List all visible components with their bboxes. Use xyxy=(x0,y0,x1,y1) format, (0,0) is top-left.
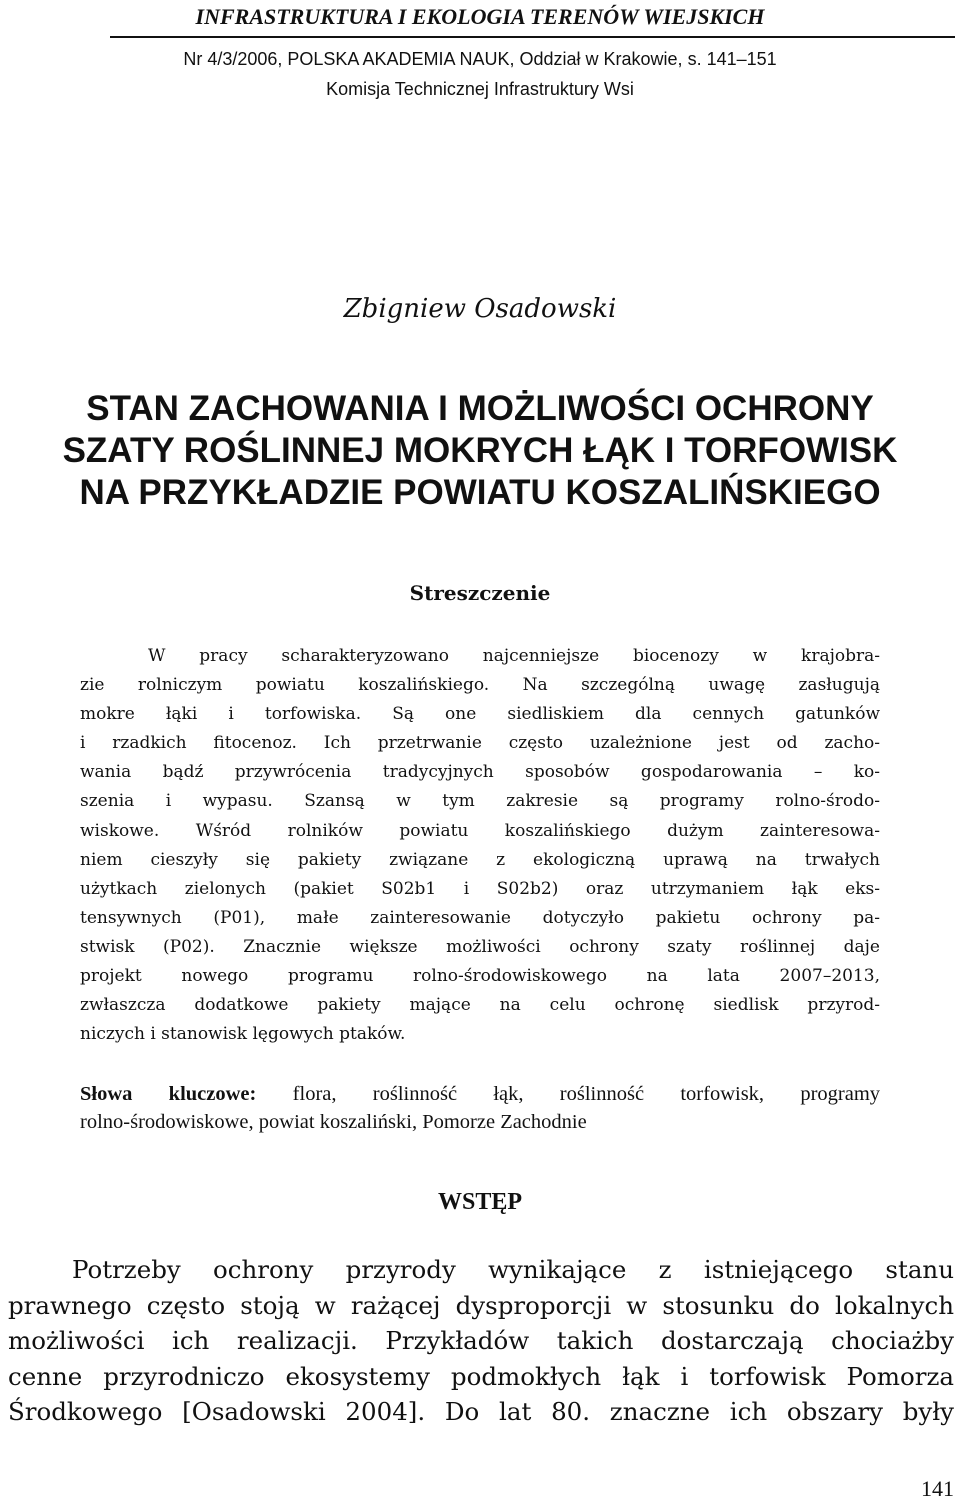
journal-title: INFRASTRUKTURA I EKOLOGIA TERENÓW WIEJSKICH xyxy=(195,4,765,29)
keywords-label: Słowa kluczowe: xyxy=(80,1083,257,1105)
title-line: SZATY ROŚLINNEJ MOKRYCH ŁĄK I TORFOWISK xyxy=(62,431,898,470)
abstract-line: zwłaszcza dodatkowe pakiety mające na celu ochronę siedlisk przyrod- xyxy=(80,995,880,1016)
abstract-line: niem cieszyły się pakiety związane z ekologiczną uprawą na trwałych xyxy=(80,849,880,870)
keywords-list: flora, roślinność łąk, roślinność torfowisk, programy xyxy=(292,1083,881,1105)
abstract-line: niczych i stanowisk lęgowych ptaków. xyxy=(80,1024,406,1045)
abstract-line: zie rolniczym powiatu koszalińskiego. Na szczególną uwagę zasługują xyxy=(80,675,880,696)
abstract-line: wiskowe. Wśród rolników powiatu koszalińskiego dużym zainteresowa- xyxy=(80,820,880,841)
body-line: możliwości ich realizacji. Przykładów takich dostarczają chociażby xyxy=(8,1326,954,1356)
abstract-line: użytkach zielonych (pakiet S02b1 i S02b2) oraz utrzymaniem łąk eks- xyxy=(80,878,880,899)
intro-text xyxy=(8,1252,954,1430)
body-line: prawnego często stoją w rażącej dysproporcji w stosunku do lokalnych xyxy=(8,1290,954,1320)
abstract-line: i rzadkich fitocenoz. Ich przetrwanie często uzależnione jest od zacho- xyxy=(80,733,880,754)
body-line: Środkowego [Osadowski 2004]. Do lat 80. znaczne ich obszary były xyxy=(8,1397,954,1427)
body-line: Potrzeby ochrony przyrody wynikające z istniejącego stanu xyxy=(72,1255,954,1284)
abstract-line: wania bądź przywrócenia tradycyjnych sposobów gospodarowania – ko- xyxy=(80,762,880,783)
keywords xyxy=(80,1080,880,1136)
header-issue-line: Nr 4/3/2006, POLSKA AKADEMIA NAUK, Oddział w Krakowie, s. 141–151 xyxy=(183,49,777,69)
abstract-line: stwisk (P02). Znacznie większe możliwości ochrony szaty roślinnej daje xyxy=(80,936,880,957)
paper-title xyxy=(0,388,960,514)
keywords-line: rolno-środowiskowe, powiat koszaliński, Pomorze Zachodnie xyxy=(80,1111,587,1133)
author-name: Zbigniew Osadowski xyxy=(343,294,617,324)
page-number: 141 xyxy=(921,1476,954,1501)
header-commission-line: Komisja Technicznej Infrastruktury Wsi xyxy=(326,79,634,99)
abstract-line: projekt nowego programu rolno-środowiskowego na lata 2007–2013, xyxy=(80,966,880,987)
abstract-line: W pracy scharakteryzowano najcenniejsze biocenozy w krajobra- xyxy=(148,646,880,666)
abstract-text xyxy=(80,642,880,1049)
keywords-line xyxy=(80,1080,880,1108)
header-rule xyxy=(110,36,955,38)
abstract-line: tensywnych (P01), małe zainteresowanie dotyczyło pakietu ochrony pa- xyxy=(80,907,880,928)
abstract-line: mokre łąki i torfowiska. Są one siedliskiem dla cennych gatunków xyxy=(80,704,880,725)
header-info xyxy=(0,44,960,104)
abstract-line: szenia i wypasu. Szansą w tym zakresie są programy rolno-środo- xyxy=(80,791,880,812)
intro-heading: WSTĘP xyxy=(437,1189,523,1215)
title-line: STAN ZACHOWANIA I MOŻLIWOŚCI OCHRONY xyxy=(86,389,874,428)
title-line: NA PRZYKŁADZIE POWIATU KOSZALIŃSKIEGO xyxy=(79,473,881,512)
abstract-heading: Streszczenie xyxy=(409,581,551,605)
body-line: cenne przyrodniczo ekosystemy podmokłych łąk i torfowisk Pomorza xyxy=(8,1361,954,1391)
